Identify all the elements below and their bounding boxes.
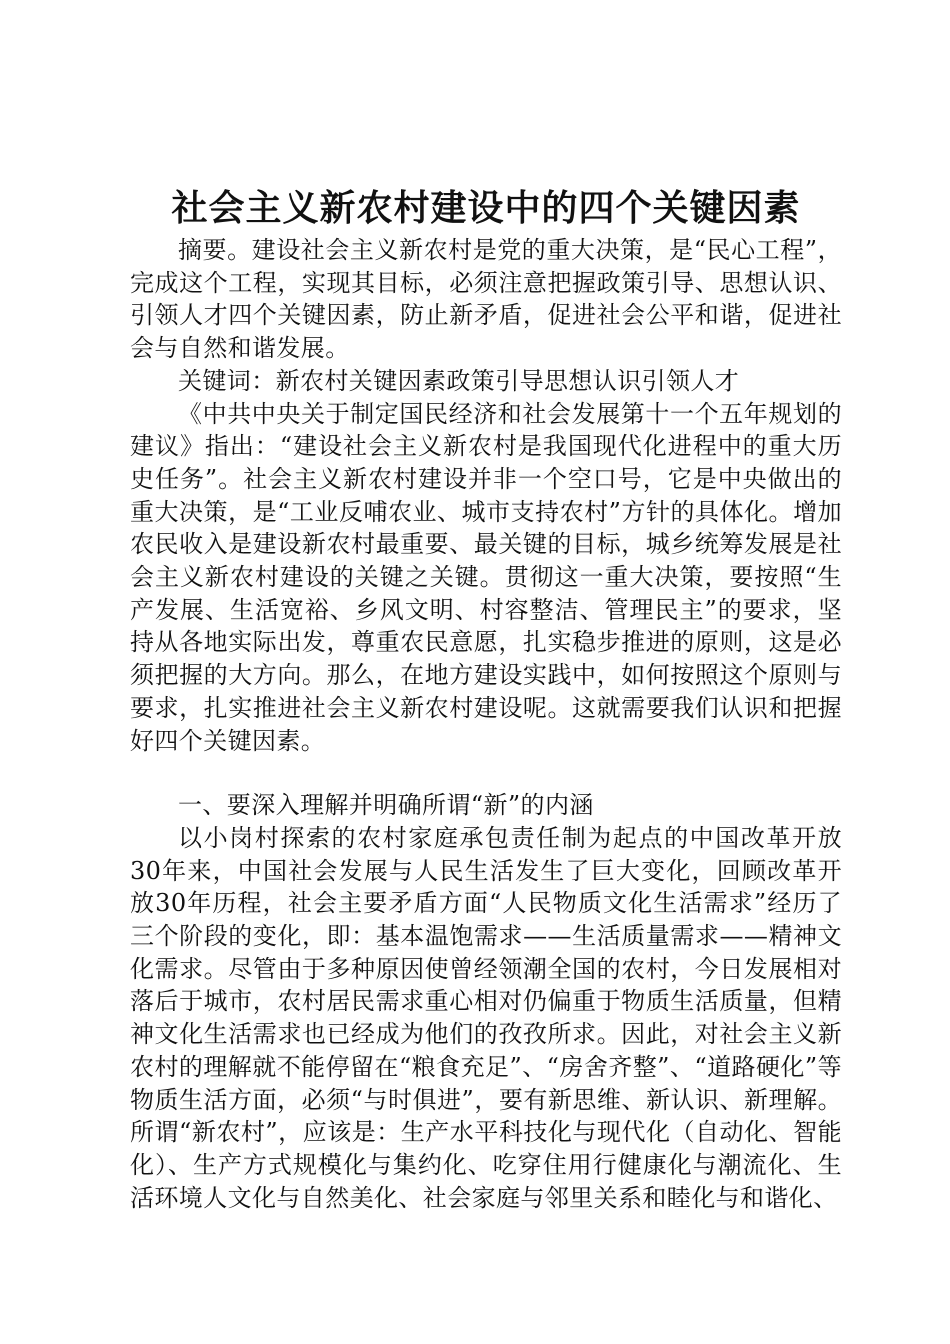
keywords-paragraph: 关键词：新农村关键因素政策引导思想认识引领人才 — [178, 366, 740, 395]
document-title: 社会主义新农村建设中的四个关键因素 — [171, 187, 801, 229]
section-1-body: 以小岗村探索的农村家庭承包责任制为起点的中国改革开放30年来，中国社会发展与人民生活发生了巨大变化，回顾改革开放30年历程，社会主要矛盾方面“人民物质文化生活需求”经历了三个阶段的变化，即：基本温饱需求——生活质量需求——精神文化需求。尽管由于多种原因使曾经领潮全国的农村，今日发展相对落后于城市，农村居民需求重心相对仍偏重于物质生活质量，但精神文化生活需求也已经成为他们的孜孜所求。因此，对社会主义新农村的理解就不能停留在“粮食充足”、“房舍齐整”、“道路硬化”等物质生活方面，必须“与时俱进”，要有新思维、新认识、新理解。所谓“新农村”，应该是：生产水平科技化与现代化（自动化、智能化）、生产方式规模化与集约化、吃穿住用行健康化与潮流化、生活环境人文化与自然美化、社会家庭与邻里关系和睦化与和谐化、 — [130, 823, 842, 1212]
paragraph-gap — [130, 757, 842, 789]
section-heading-1: 一、要深入理解并明确所谓“新”的内涵 — [178, 791, 594, 820]
abstract-paragraph: 摘要。建设社会主义新农村是党的重大决策，是“民心工程”，完成这个工程，实现其目标，必须注意把握政策引导、思想认识、引领人才四个关键因素，防止新矛盾，促进社会公平和谐，促进社会与自然和谐发展。 — [130, 236, 842, 363]
intro-paragraph: 《中共中央关于制定国民经济和社会发展第十一个五年规划的建议》指出：“建设社会主义新农村是我国现代化进程中的重大历史任务”。社会主义新农村建设并非一个空口号，它是中央做出的重大决策，是“工业反哺农业、城市支持农村”方针的具体化。增加农民收入是建设新农村最重要、最关键的目标，城乡统筹发展是社会主义新农村建设的关键之关键。贯彻这一重大决策，要按照“生产发展、生活宽裕、乡风文明、村容整洁、管理民主”的要求，坚持从各地实际出发，尊重农民意愿，扎实稳步推进的原则，这是必须把握的大方向。那么，在地方建设实践中，如何按照这个原则与要求，扎实推进社会主义新农村建设呢。这就需要我们认识和把握好四个关键因素。 — [130, 399, 842, 755]
document-page — [130, 186, 842, 1214]
